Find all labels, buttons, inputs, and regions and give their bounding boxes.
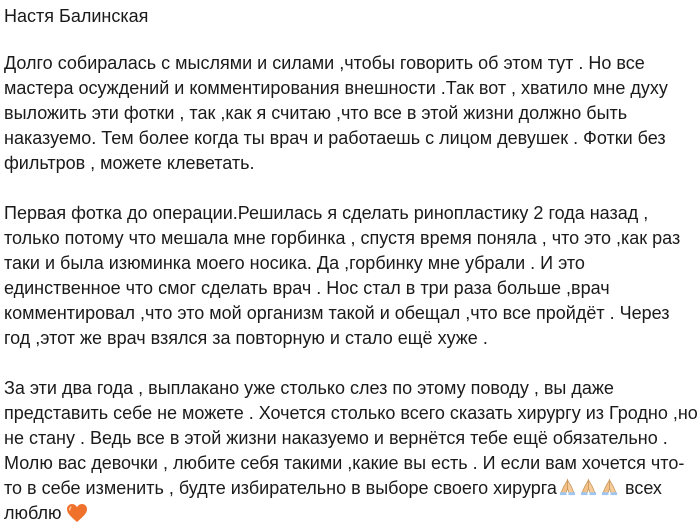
praying-hands-icon: [558, 478, 577, 504]
text-line: только потому что мешала мне горбинка , спустя время поняла , что это ,как раз: [4, 228, 681, 248]
heart-icon: [66, 503, 88, 530]
text-line: Долго собиралась с мыслями и силами ,чтобы говорить об этом тут . Но все: [4, 53, 645, 73]
text-line: таки и была изюминка моего носика. Да ,горбинку мне убрали . И это: [4, 253, 585, 273]
text-line-with-heart: [4, 501, 695, 526]
paragraph-1: [4, 51, 695, 176]
paragraph-3: [4, 376, 698, 526]
text-line: Молю вас девочки , любите себя такими ,какие вы есть . И если вам хочется что-: [4, 453, 685, 473]
praying-hands-icon: [579, 478, 598, 504]
text-line: Первая фотка до операции.Решилась я сделать ринопластику 2 года назад ,: [4, 203, 649, 223]
text-fragment: люблю: [4, 503, 62, 523]
text-line: выложить эти фотки , так ,как я считаю ,что все в этой жизни должно быть: [4, 103, 628, 123]
post-text: [4, 0, 698, 526]
text-line: год ,этот же врач взялся за повторную и стало ещё хуже .: [4, 328, 488, 348]
text-fragment: всех: [624, 478, 662, 498]
text-line: За эти два года , выплакано уже столько слез по этому поводу , вы даже: [4, 378, 614, 398]
text-line: наказуемо. Тем более когда ты врач и работаешь с лицом девушек . Фотки без: [4, 128, 666, 148]
text-fragment: то в себе изменить , будте избирательно в выборе своего хирурга: [4, 478, 557, 498]
praying-hands-icon: [600, 478, 619, 504]
text-line: единственное что смог сделать врач . Нос стал в три раза больше ,врач: [4, 278, 610, 298]
author-name: Настя Балинская: [4, 6, 149, 26]
text-line: не стану . Ведь все в этой жизни наказуемо и вернётся тебе ещё обязательно .: [4, 428, 668, 448]
text-line: комментировал ,что это мой организм такой и обещал ,что все пройдёт . Через: [4, 303, 670, 323]
text-line: фильтров , можете клеветать.: [4, 153, 255, 173]
text-line: представить себе не можете . Хочется столько всего сказать хирургу из Гродно ,но: [4, 403, 698, 423]
text-line-with-emoji: [4, 476, 695, 501]
paragraph-2: [4, 201, 695, 351]
text-line: мастера осуждений и комментирования внешности .Так вот , хватило мне духу: [4, 78, 668, 98]
